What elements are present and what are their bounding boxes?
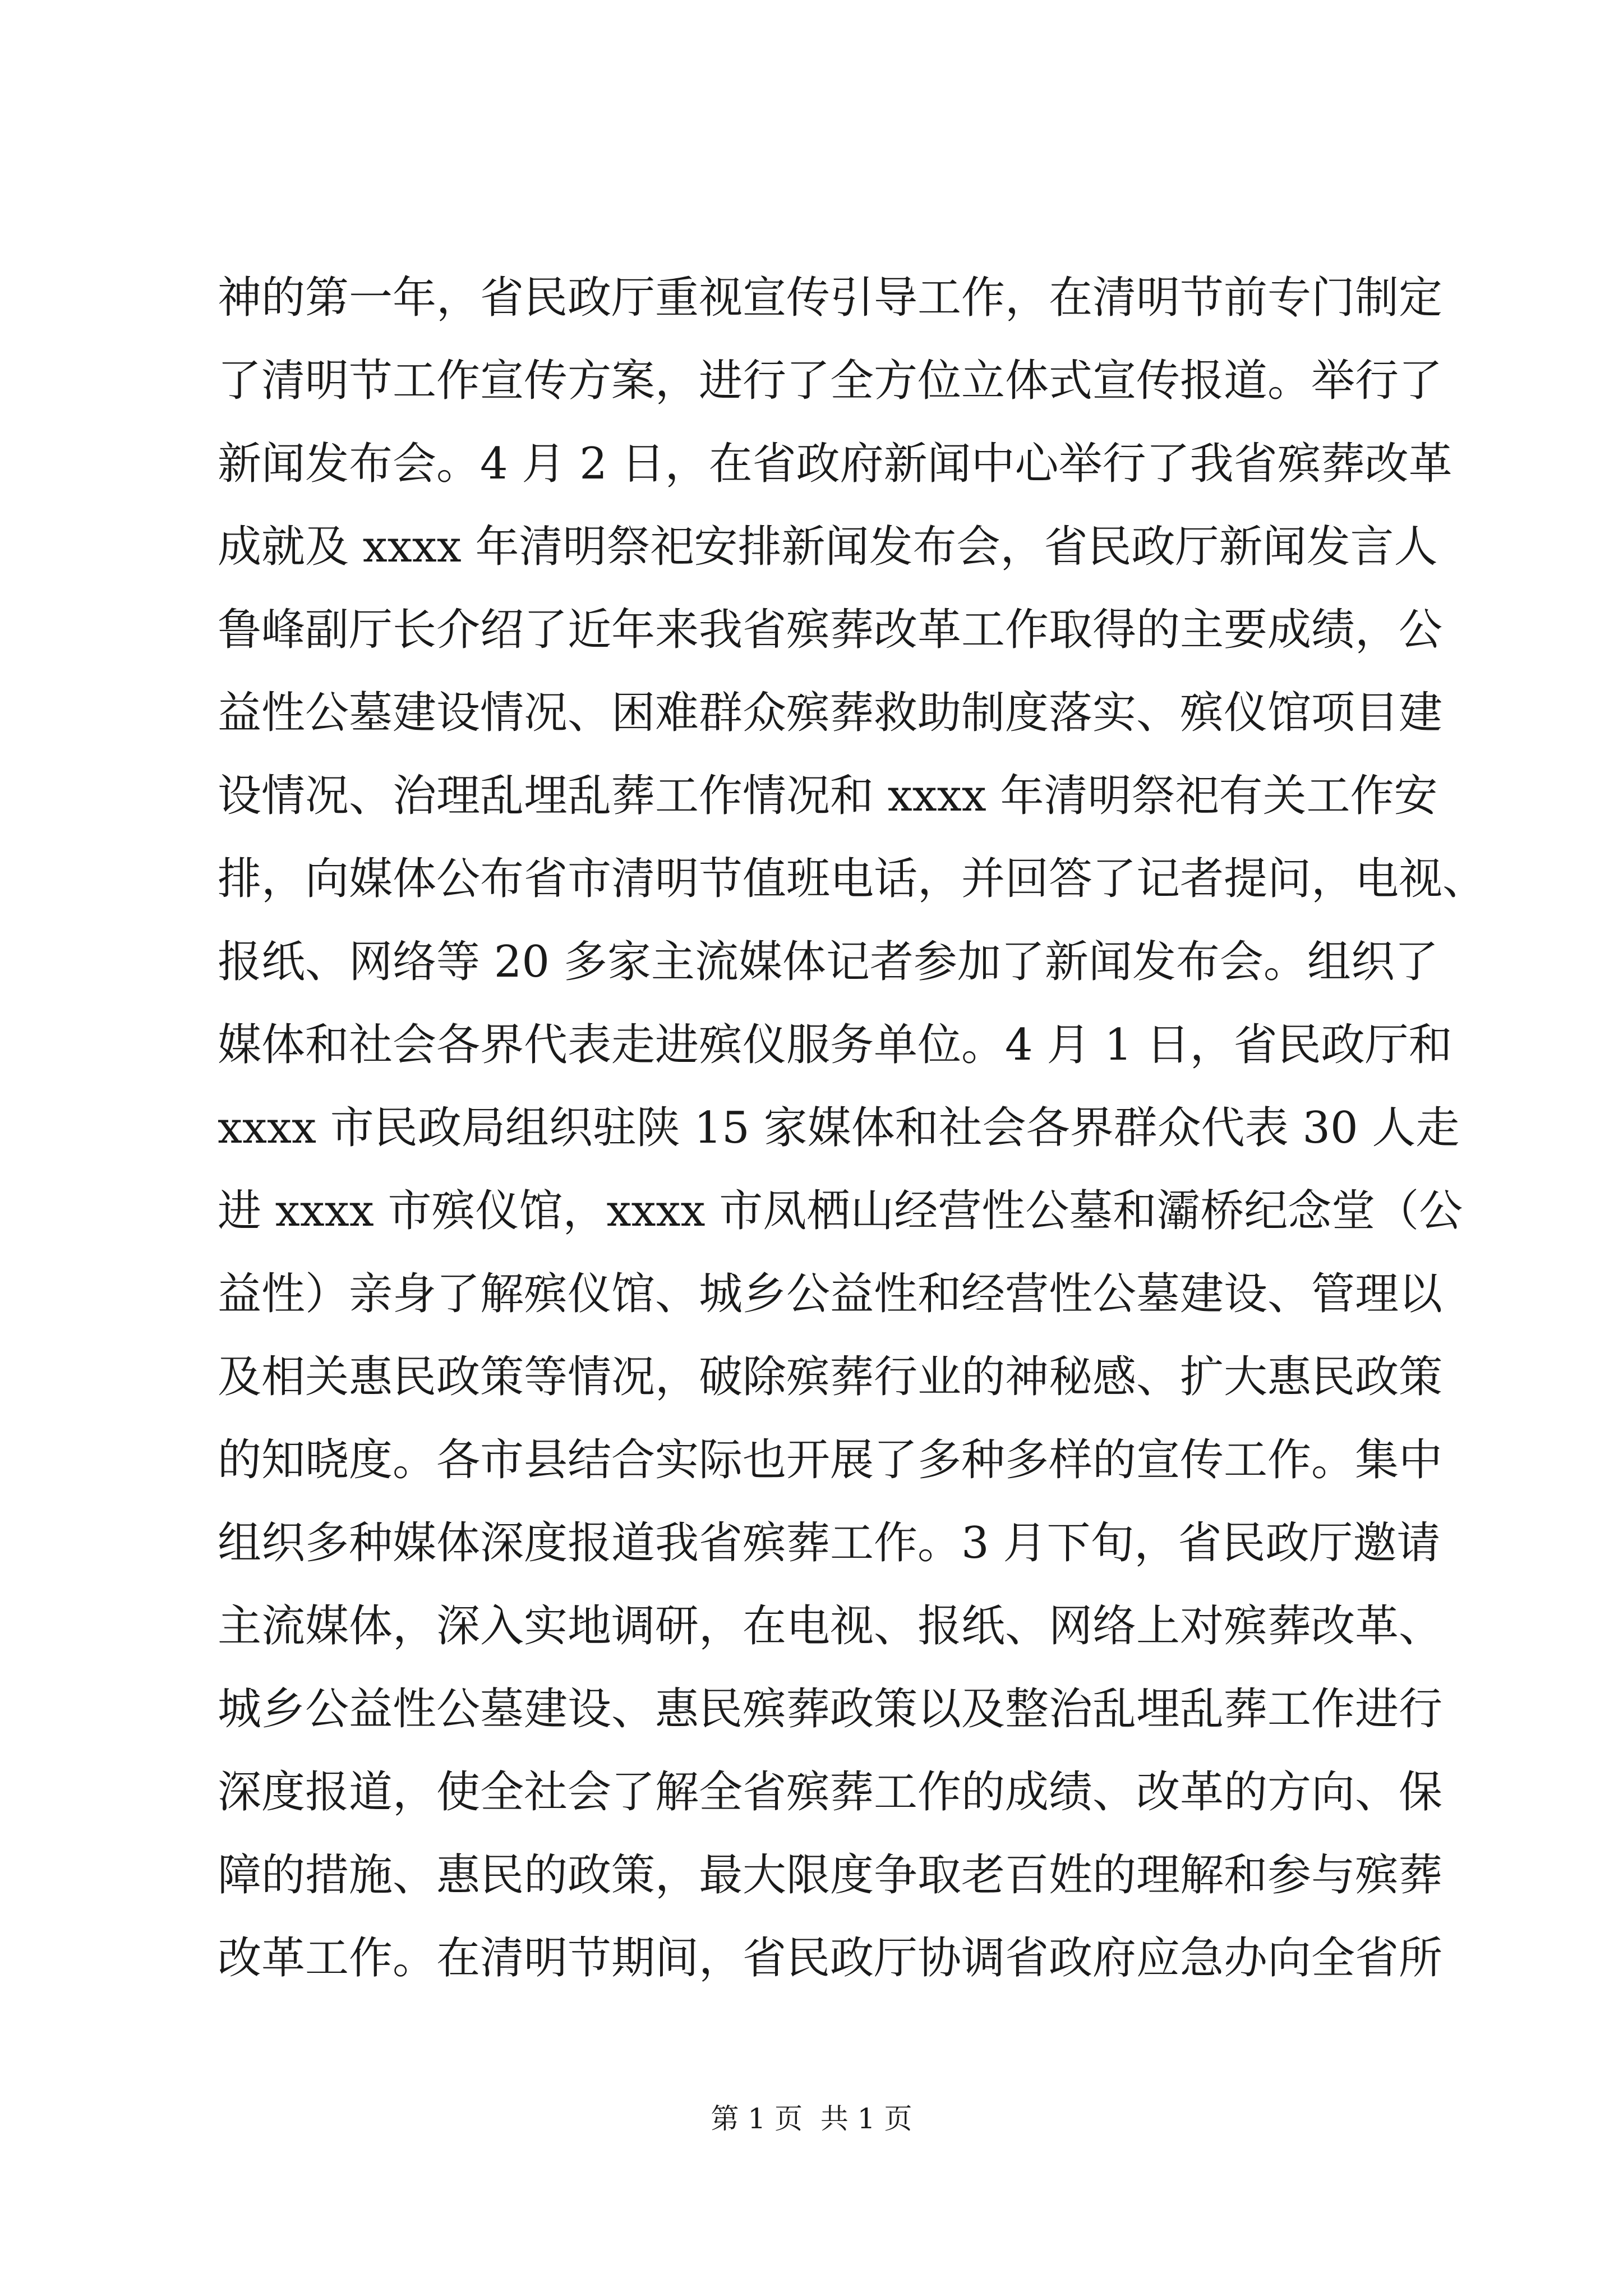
text-line: 排，向媒体公布省市清明节值班电话，并回答了记者提问，电视、 xyxy=(218,854,1487,904)
text-line: 改革工作。在清明节期间，省民政厅协调省政府应急办向全省所 xyxy=(218,1933,1443,1984)
text-line: 报纸、网络等 20 多家主流媒体记者参加了新闻发布会。组织了 xyxy=(218,937,1438,987)
text-line: 益性）亲身了解殡仪馆、城乡公益性和经营性公墓建设、管理以 xyxy=(218,1269,1443,1319)
text-line: 障的措施、惠民的政策，最大限度争取老百姓的理解和参与殡葬 xyxy=(218,1850,1443,1901)
text-line: 了清明节工作宣传方案，进行了全方位立体式宣传报道。举行了 xyxy=(218,356,1443,406)
page-number-footer: 第 1 页 共 1 页 xyxy=(711,2102,912,2135)
text-line: 设情况、治理乱埋乱葬工作情况和 xxxx 年清明祭祀有关工作安 xyxy=(218,771,1438,821)
text-line: xxxx 市民政局组织驻陕 15 家媒体和社会各界群众代表 30 人走 xyxy=(218,1103,1460,1153)
text-line: 鲁峰副厅长介绍了近年来我省殡葬改革工作取得的主要成绩，公 xyxy=(218,605,1443,655)
text-line: 城乡公益性公墓建设、惠民殡葬政策以及整治乱埋乱葬工作进行 xyxy=(218,1684,1443,1734)
text-line: 媒体和社会各界代表走进殡仪服务单位。4 月 1 日，省民政厅和 xyxy=(218,1020,1453,1070)
text-line: 深度报道，使全社会了解全省殡葬工作的成绩、改革的方向、保 xyxy=(218,1767,1443,1818)
text-line: 主流媒体，深入实地调研，在电视、报纸、网络上对殡葬改革、 xyxy=(218,1601,1443,1651)
text-line: 新闻发布会。4 月 2 日，在省政府新闻中心举行了我省殡葬改革 xyxy=(218,439,1453,489)
text-line: 组织多种媒体深度报道我省殡葬工作。3 月下旬，省民政厅邀请 xyxy=(218,1518,1441,1568)
body-text xyxy=(218,256,1487,2000)
text-line: 进 xxxx 市殡仪馆，xxxx 市凤栖山经营性公墓和灞桥纪念堂（公 xyxy=(218,1186,1463,1236)
text-line: 的知晓度。各市县结合实际也开展了多种多样的宣传工作。集中 xyxy=(218,1435,1443,1485)
text-line: 神的第一年，省民政厅重视宣传引导工作，在清明节前专门制定 xyxy=(218,273,1443,323)
text-line: 及相关惠民政策等情况，破除殡葬行业的神秘感、扩大惠民政策 xyxy=(218,1352,1443,1402)
text-line: 益性公墓建设情况、困难群众殡葬救助制度落实、殡仪馆项目建 xyxy=(218,688,1443,738)
text-line: 成就及 xxxx 年清明祭祀安排新闻发布会，省民政厅新闻发言人 xyxy=(218,522,1438,572)
